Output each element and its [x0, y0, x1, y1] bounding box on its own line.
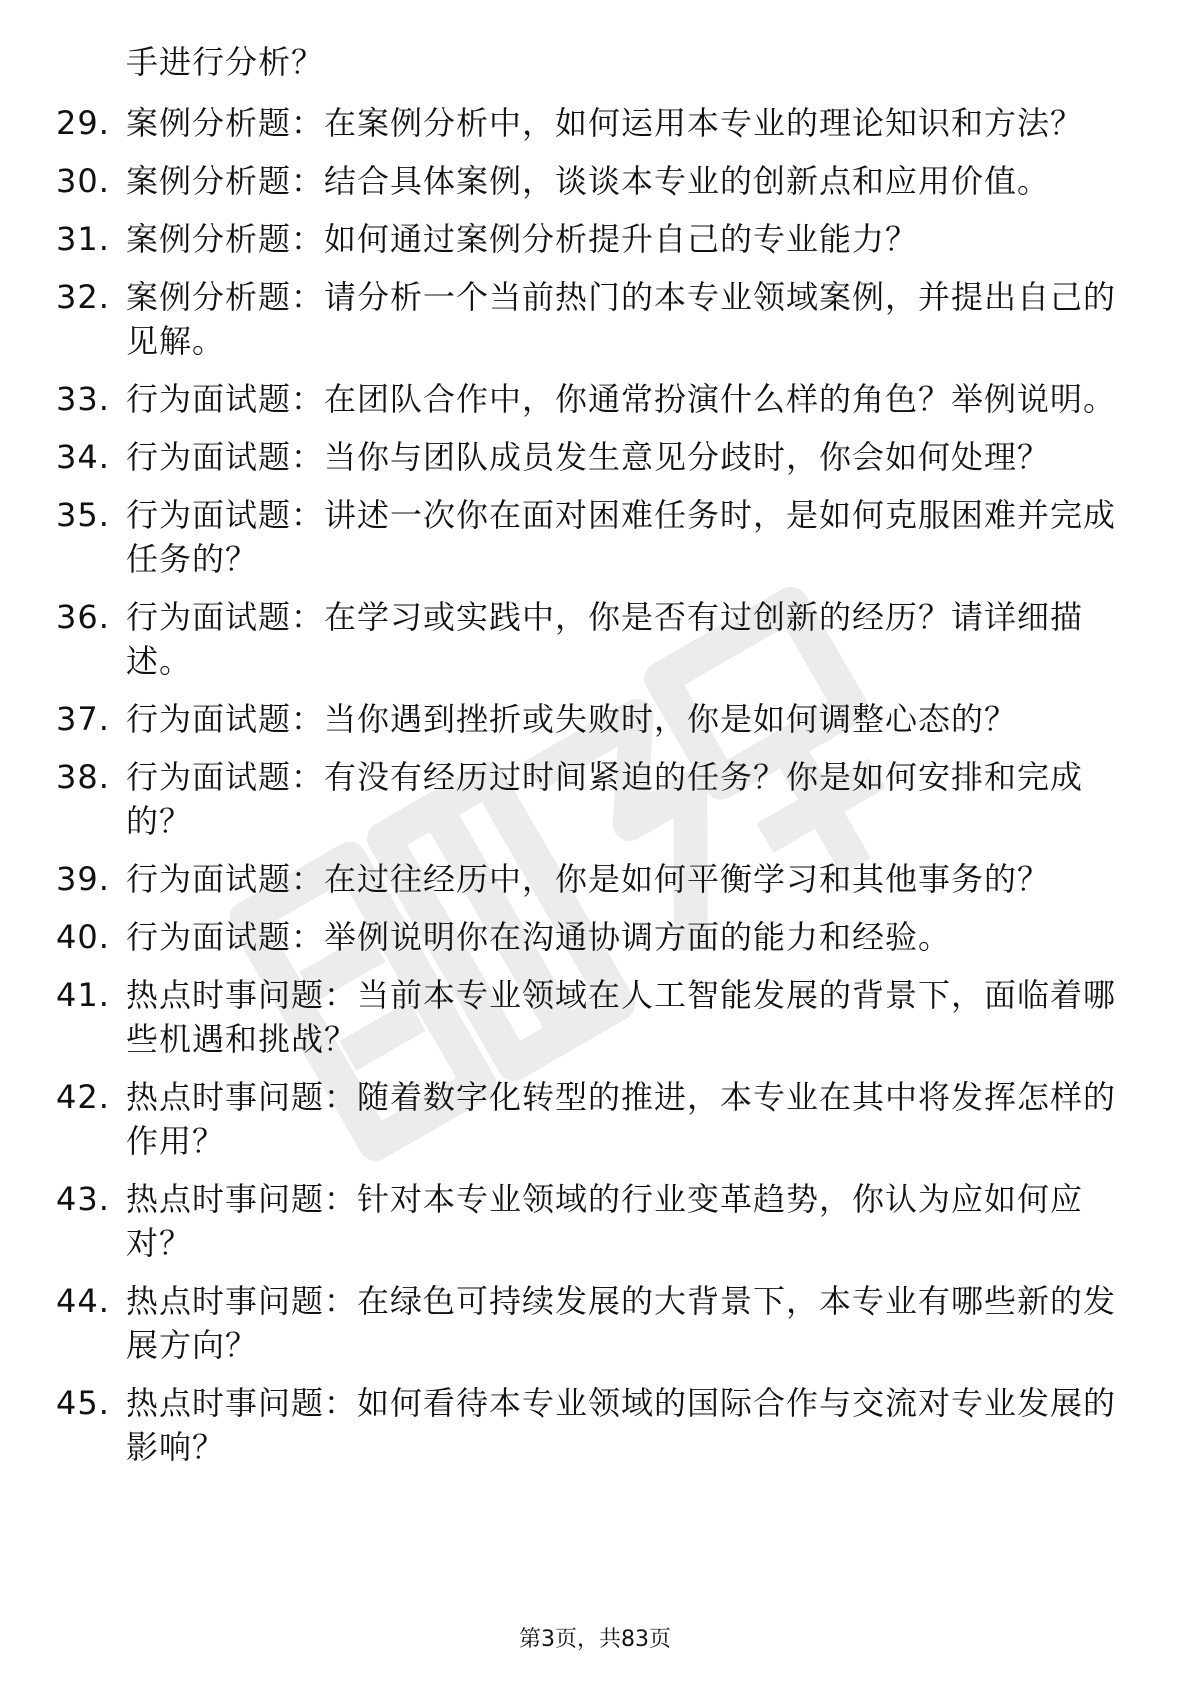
item-text: 行为面试题：有没有经历过时间紧迫的任务？你是如何安排和完成的？	[126, 758, 1084, 840]
item-number: 35.	[56, 496, 110, 534]
item-text: 行为面试题：当你遇到挫折或失败时，你是如何调整心态的？	[126, 700, 1018, 738]
item-text: 案例分析题：请分析一个当前热门的本专业领域案例，并提出自己的见解。	[126, 278, 1117, 360]
item-number: 36.	[56, 598, 110, 636]
item-number: 33.	[56, 380, 110, 418]
item-text: 热点时事问题：针对本专业领域的行业变革趋势，你认为应如何应对？	[126, 1180, 1084, 1262]
question-list	[56, 40, 1126, 1483]
item-number: 45.	[56, 1384, 110, 1422]
item-text: 热点时事问题：随着数字化转型的推进，本专业在其中将发挥怎样的作用？	[126, 1078, 1117, 1160]
item-text: 行为面试题：讲述一次你在面对困难任务时，是如何克服困难并完成任务的？	[126, 496, 1117, 578]
list-item	[56, 377, 1126, 421]
item-number: 44.	[56, 1282, 110, 1320]
list-item	[56, 493, 1126, 581]
list-item	[56, 1075, 1126, 1163]
item-number: 42.	[56, 1078, 110, 1116]
item-text: 行为面试题：在团队合作中，你通常扮演什么样的角色？举例说明。	[126, 380, 1117, 418]
item-text: 行为面试题：举例说明你在沟通协调方面的能力和经验。	[126, 918, 952, 956]
item-text: 案例分析题：在案例分析中，如何运用本专业的理论知识和方法？	[126, 104, 1084, 142]
item-number: 34.	[56, 438, 110, 476]
item-number: 29.	[56, 104, 110, 142]
list-item	[56, 915, 1126, 959]
item-text: 行为面试题：当你与团队成员发生意见分歧时，你会如何处理？	[126, 438, 1051, 476]
list-item	[56, 857, 1126, 901]
item-number: 30.	[56, 162, 110, 200]
item-text: 行为面试题：在学习或实践中，你是否有过创新的经历？请详细描述。	[126, 598, 1084, 680]
list-item	[56, 159, 1126, 203]
list-item	[56, 275, 1126, 363]
list-item	[56, 1381, 1126, 1469]
item-number: 37.	[56, 700, 110, 738]
item-text: 热点时事问题：如何看待本专业领域的国际合作与交流对专业发展的影响？	[126, 1384, 1117, 1466]
list-item	[56, 755, 1126, 843]
continuation-line: 手进行分析？	[126, 43, 325, 81]
list-item	[56, 595, 1126, 683]
item-text: 行为面试题：在过往经历中，你是如何平衡学习和其他事务的？	[126, 860, 1051, 898]
page-number: 第3页，共83页	[519, 1627, 671, 1652]
item-number: 38.	[56, 758, 110, 796]
list-item	[56, 697, 1126, 741]
list-item	[56, 973, 1126, 1061]
list-item	[56, 217, 1126, 261]
list-item	[56, 101, 1126, 145]
item-number: 43.	[56, 1180, 110, 1218]
item-text: 热点时事问题：当前本专业领域在人工智能发展的背景下，面临着哪些机遇和挑战？	[126, 976, 1117, 1058]
list-item	[56, 1279, 1126, 1367]
item-number: 31.	[56, 220, 110, 258]
list-item	[56, 1177, 1126, 1265]
list-item	[56, 435, 1126, 479]
item-number: 40.	[56, 918, 110, 956]
item-text: 热点时事问题：在绿色可持续发展的大背景下，本专业有哪些新的发展方向？	[126, 1282, 1117, 1364]
item-number: 32.	[56, 278, 110, 316]
item-number: 39.	[56, 860, 110, 898]
item-text: 案例分析题：如何通过案例分析提升自己的专业能力？	[126, 220, 919, 258]
item-text: 案例分析题：结合具体案例，谈谈本专业的创新点和应用价值。	[126, 162, 1051, 200]
item-number: 41.	[56, 976, 110, 1014]
